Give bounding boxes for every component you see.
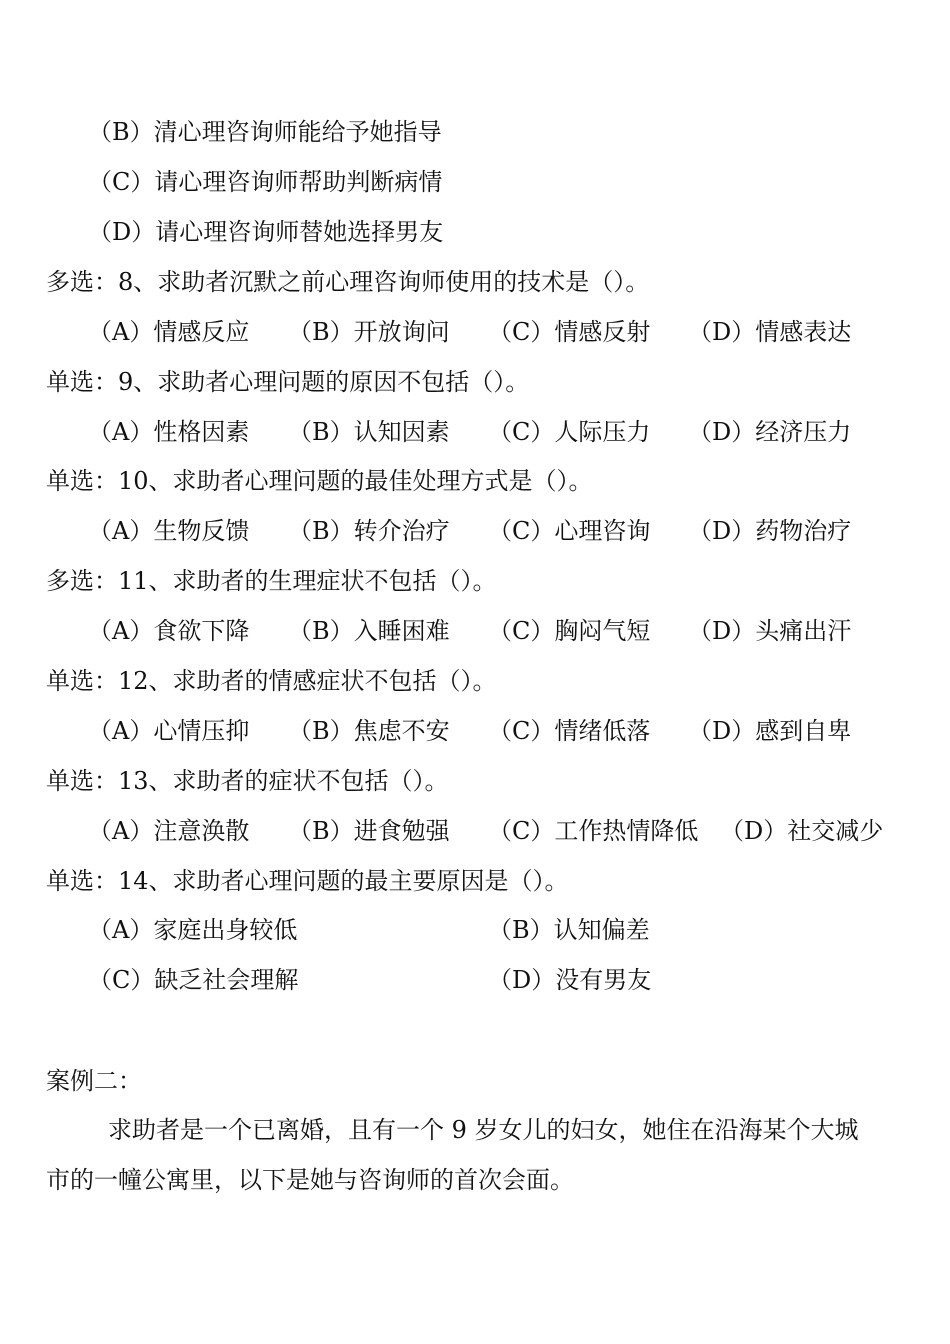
option-q11-c: （C）胸闷气短 [488,617,651,645]
option-q9-d: （D）经济压力 [688,418,852,446]
option-q9-c: （C）人际压力 [488,418,651,446]
case-paragraph-line-2: 市的一幢公寓里，以下是她与咨询师的首次会面。 [46,1166,574,1194]
option-q13-c: （C）工作热情降低 [488,817,699,845]
question-10: 单选：10、求助者心理问题的最佳处理方式是（）。 [46,467,593,495]
option-q9-a: （A）性格因素 [88,418,250,446]
question-13: 单选：13、求助者的症状不包括（）。 [46,767,449,795]
question-8: 多选：8、求助者沉默之前心理咨询师使用的技术是（）。 [46,268,650,296]
option-q13-a: （A）注意涣散 [88,817,250,845]
option-q13-d: （D）社交减少 [720,817,884,845]
question-12: 单选：12、求助者的情感症状不包括（）。 [46,667,497,695]
option-q7-c: （C）请心理咨询师帮助判断病情 [88,168,443,196]
option-q10-b: （B）转介治疗 [288,517,450,545]
option-q7-b: （B）清心理咨询师能给予她指导 [88,118,442,146]
option-q7-d: （D）请心理咨询师替她选择男友 [88,218,444,246]
question-9: 单选：9、求助者心理问题的原因不包括（）。 [46,368,530,396]
option-q9-b: （B）认知因素 [288,418,450,446]
option-q10-c: （C）心理咨询 [488,517,651,545]
case-paragraph-line-1: 求助者是一个已离婚，且有一个 9 岁女儿的妇女，她住在沿海某个大城 [108,1116,859,1144]
option-q12-d: （D）感到自卑 [688,717,852,745]
option-q11-d: （D）头痛出汗 [688,617,852,645]
option-q12-a: （A）心情压抑 [88,717,250,745]
option-q13-b: （B）进食勉强 [288,817,450,845]
question-14: 单选：14、求助者心理问题的最主要原因是（）。 [46,867,569,895]
option-q11-b: （B）入睡困难 [288,617,450,645]
option-q14-b: （B）认知偏差 [488,916,650,944]
option-q8-c: （C）情感反射 [488,318,651,346]
option-q14-a: （A）家庭出身较低 [88,916,298,944]
option-q14-c: （C）缺乏社会理解 [88,966,299,994]
option-q10-d: （D）药物治疗 [688,517,852,545]
option-q12-b: （B）焦虑不安 [288,717,450,745]
option-q11-a: （A）食欲下降 [88,617,250,645]
option-q8-d: （D）情感表达 [688,318,852,346]
option-q8-b: （B）开放询问 [288,318,450,346]
case-title: 案例二： [46,1067,142,1095]
option-q14-d: （D）没有男友 [488,966,652,994]
option-q12-c: （C）情绪低落 [488,717,651,745]
option-q8-a: （A）情感反应 [88,318,250,346]
option-q10-a: （A）生物反馈 [88,517,250,545]
question-11: 多选：11、求助者的生理症状不包括（）。 [46,567,497,595]
